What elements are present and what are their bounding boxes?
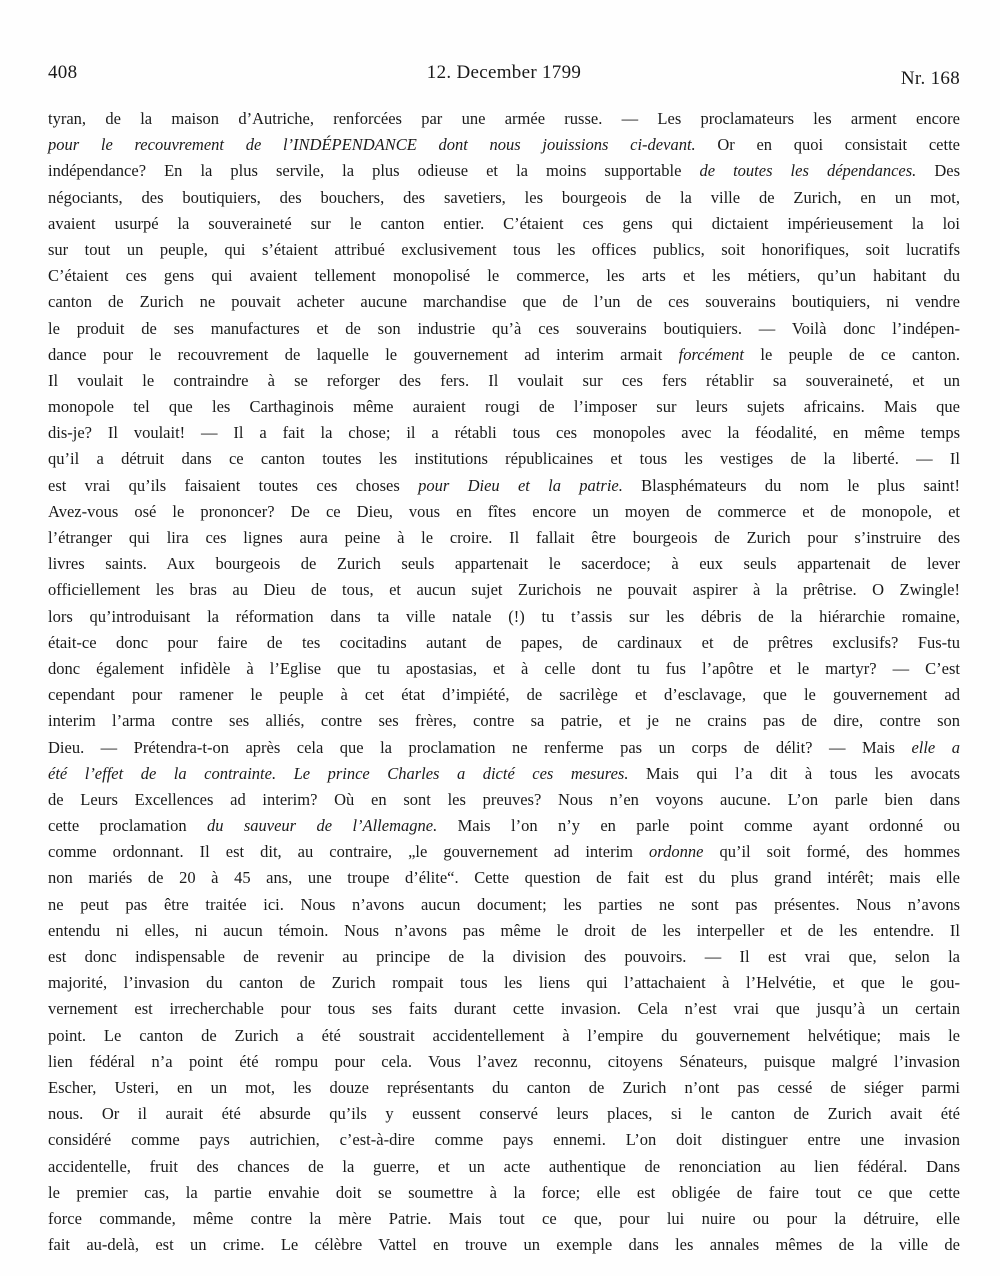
text-segment: livres saints. Aux bourgeois de Zurich seuls appartenait le sacerdoce; à eux seuls appartenait de lever xyxy=(48,554,960,574)
text-segment: accidentelle, fruit des chances de la guerre, et un acte authentique de renonciation au lien fédéral. Dans xyxy=(48,1156,960,1176)
text-line xyxy=(48,944,960,970)
text-segment: qu’il soit formé, des hommes xyxy=(703,842,960,862)
text-line xyxy=(48,735,960,761)
text-segment: C’étaient ces gens qui avaient tellement monopolisé le commerce, les arts et les métiers, qu’un habitant du xyxy=(48,266,960,286)
text-line xyxy=(48,1206,960,1232)
text-segment: le produit de ses manufactures et de son industrie qu’à ces souverains boutiquiers. — Voilà donc l’indépen- xyxy=(48,318,960,338)
text-segment: majorité, l’invasion du canton de Zurich rompait tous les liens qui l’attachaient à l’Helvétie, et que le gou- xyxy=(48,973,960,993)
text-line xyxy=(48,132,960,158)
text-segment: interim l’arma contre ses alliés, contre ses frères, contre sa patrie, et je ne crains pas de dire, contre son xyxy=(48,711,960,731)
text-line xyxy=(48,682,960,708)
italic-text-segment: été l’effet de la contrainte. Le prince Charles a dicté ces mesures. xyxy=(48,763,629,783)
text-segment: l’étranger qui lira ces lignes aura peine à le croire. Il fallait être bourgeois de Zurich pour s’instruire des xyxy=(48,528,960,547)
text-line xyxy=(48,1049,960,1075)
text-segment: cette proclamation xyxy=(48,816,207,836)
text-segment: fait au-delà, est un crime. Le célèbre Vattel en trouve un exemple dans les annales mêmes de la ville de xyxy=(48,1235,960,1255)
text-segment: considéré comme pays autrichien, c’est-à-dire comme pays ennemi. L’on doit distinguer entre une invasion xyxy=(48,1130,960,1150)
text-line xyxy=(48,158,960,184)
text-line xyxy=(48,918,960,944)
issue-number: Nr. 168 xyxy=(900,68,960,89)
text-line xyxy=(48,473,960,499)
text-line xyxy=(48,892,960,918)
text-line xyxy=(48,1101,960,1127)
text-segment: sur tout un peuple, qui s’étaient attribué exclusivement tous les offices publics, soit honorifiques, soit lucratifs xyxy=(48,239,960,259)
text-segment: avaient usurpé la souveraineté sur le canton entier. C’étaient ces gens qui dictaient impérieusement la loi xyxy=(48,213,960,233)
text-segment: de Leurs Excellences ad interim? Où en sont les preuves? Nous n’en voyons aucune. L’on parle bien dans xyxy=(48,789,960,809)
text-segment: force commande, même contre la mère Patrie. Mais tout ce que, pour lui nuire ou pour la détruire, elle xyxy=(48,1208,960,1228)
italic-text-segment: de toutes les dépendances. xyxy=(699,161,917,181)
italic-text-segment: pour Dieu et la patrie. xyxy=(418,475,623,495)
header-date: 12. December 1799 xyxy=(426,62,582,83)
text-segment: était-ce donc pour faire de tes cocitadins autant de papes, de cardinaux et de prêtres exclusifs? Fus-tu xyxy=(48,632,960,652)
text-line xyxy=(48,1154,960,1180)
text-line xyxy=(48,499,960,525)
italic-text-segment: ordonne xyxy=(649,842,704,862)
text-segment: cependant pour ramener le peuple à cet état d’impiété, de sacrilège et d’esclavage, que le gouvernement ad xyxy=(48,685,960,705)
text-segment: le premier cas, la partie envahie doit se soumettre à la force; elle est obligée de faire tout ce que cette xyxy=(48,1182,960,1202)
text-line xyxy=(48,761,960,787)
text-line xyxy=(48,316,960,342)
text-line xyxy=(48,263,960,289)
text-segment: Dieu. — Prétendra-t-on après cela que la proclamation ne renferme pas un corps de délit? — Mais xyxy=(48,737,912,757)
text-segment: est vrai qu’ils faisaient toutes ces choses xyxy=(48,475,419,495)
text-line xyxy=(48,551,960,577)
text-segment: donc également infidèle à l’Eglise que tu apostasias, et à celle dont tu fus l’apôtre et le martyr? — C’est xyxy=(48,658,960,678)
text-segment: Mais qui l’a dit à tous les avocats xyxy=(628,763,960,783)
text-segment: non mariés de 20 à 45 ans, une troupe d’élite“. Cette question de fait est du plus grand intérêt; mais elle xyxy=(48,868,960,888)
text-line xyxy=(48,1023,960,1049)
text-segment: le peuple de ce canton. xyxy=(744,344,960,364)
text-segment: entendu ni elles, ni aucun témoin. Nous n’avons pas même le droit de les interpeller et de les entendre. Il xyxy=(48,920,960,940)
italic-text-segment: forcément xyxy=(678,344,745,364)
text-segment: Escher, Usteri, en un mot, les douze représentants du canton de Zurich n’ont pas cessé de siéger parmi xyxy=(48,1077,960,1097)
text-line xyxy=(48,708,960,734)
text-line xyxy=(48,368,960,394)
text-line xyxy=(48,970,960,996)
text-segment: canton de Zurich ne pouvait acheter aucune marchandise que de l’un de ces souverains boutiquiers, ni vendre xyxy=(48,292,960,312)
text-segment: Blasphémateurs du nom le plus saint! xyxy=(622,475,961,495)
text-segment: point. Le canton de Zurich a été soustrait accidentellement à l’empire du gouvernement helvétique; mais le xyxy=(48,1025,960,1045)
text-segment: Avez-vous osé le prononcer? De ce Dieu, vous en fîtes encore un moyen de commerce et de monopole, et xyxy=(48,501,960,521)
text-line xyxy=(48,1232,960,1258)
text-segment: dance pour le recouvrement de laquelle le gouvernement ad interim armait xyxy=(48,344,679,364)
text-segment: qu’il a détruit dans ce canton toutes les institutions républicaines et tous les vestiges de la liberté. — Il xyxy=(48,449,960,469)
text-line xyxy=(48,211,960,237)
text-line xyxy=(48,1127,960,1153)
text-line xyxy=(48,420,960,446)
text-segment: Or en quoi consistait cette xyxy=(695,135,960,155)
text-segment: tyran, de la maison d’Autriche, renforcées par une armée russe. — Les proclamateurs les arment encore xyxy=(48,109,960,128)
text-segment: ne peut pas être traitée ici. Nous n’avons aucun document; les parties ne sont pas présentes. Nous n’avons xyxy=(48,894,960,914)
text-segment: Des xyxy=(916,161,961,181)
text-segment: est donc indispensable de revenir au principe de la division des pouvoirs. — Il est vrai que, selon la xyxy=(48,947,960,966)
text-segment: dis-je? Il voulait! — Il a fait la chose; il a rétabli tous ces monopoles avec la féodalité, en même temps xyxy=(48,423,960,443)
text-line xyxy=(48,865,960,891)
text-segment: Mais l’on n’y en parle point comme ayant ordonné ou xyxy=(437,816,960,836)
text-segment: comme ordonnant. Il est dit, au contraire, „le gouvernement ad interim xyxy=(48,842,650,862)
text-line xyxy=(48,996,960,1022)
text-segment: monopole tel que les Carthaginois même auraient rougi de l’imposer sur leurs sujets africains. Mais que xyxy=(48,397,960,417)
text-segment: négociants, des boutiquiers, des bouchers, des savetiers, les bourgeois de la ville de Zurich, en un mot, xyxy=(48,187,960,207)
text-line xyxy=(48,577,960,603)
text-line xyxy=(48,185,960,211)
text-segment: lors qu’introduisant la réformation dans ta ville natale (!) tu t’assis sur les débris de la hiérarchie romaine, xyxy=(48,606,960,626)
text-line xyxy=(48,289,960,315)
text-line xyxy=(48,604,960,630)
text-line xyxy=(48,1075,960,1101)
text-line xyxy=(48,342,960,368)
italic-text-segment: pour le recouvrement de l’INDÉPENDANCE dont nous jouissions ci-devant. xyxy=(48,135,696,155)
text-segment: vernement est irrecherchable pour tous ses faits durant cette invasion. Cela n’est vrai que jusqu’à un certain xyxy=(48,999,960,1019)
text-line xyxy=(48,656,960,682)
text-line xyxy=(48,630,960,656)
text-line xyxy=(48,394,960,420)
text-segment: lien fédéral n’a point été rompu pour cela. Vous l’avez reconnu, citoyens Sénateurs, puisque malgré l’invasion xyxy=(48,1051,960,1071)
text-line xyxy=(48,839,960,865)
running-header xyxy=(48,62,960,92)
text-line xyxy=(48,813,960,839)
text-segment: nous. Or il aurait été absurde qu’ils y eussent conservé leurs places, si le canton de Zurich avait été xyxy=(48,1104,960,1124)
text-line xyxy=(48,237,960,263)
text-line xyxy=(48,787,960,813)
page-number: 408 xyxy=(48,62,78,83)
body-text xyxy=(48,106,960,1258)
text-line xyxy=(48,106,960,132)
text-segment: officiellement les bras au Dieu de tous, et aucun sujet Zurichois ne pouvait aspirer à la prêtrise. O Zwingle! xyxy=(48,580,960,600)
text-line xyxy=(48,1180,960,1206)
text-line xyxy=(48,525,960,551)
text-segment: indépendance? En la plus servile, la plus odieuse et la moins supportable xyxy=(48,161,700,181)
text-segment: Il voulait le contraindre à se reforger des fers. Il voulait sur ces fers rétablir sa souveraineté, et un xyxy=(48,370,960,390)
text-line xyxy=(48,446,960,472)
italic-text-segment: du sauveur de l’Allemagne. xyxy=(206,816,438,836)
italic-text-segment: elle a xyxy=(911,737,960,757)
